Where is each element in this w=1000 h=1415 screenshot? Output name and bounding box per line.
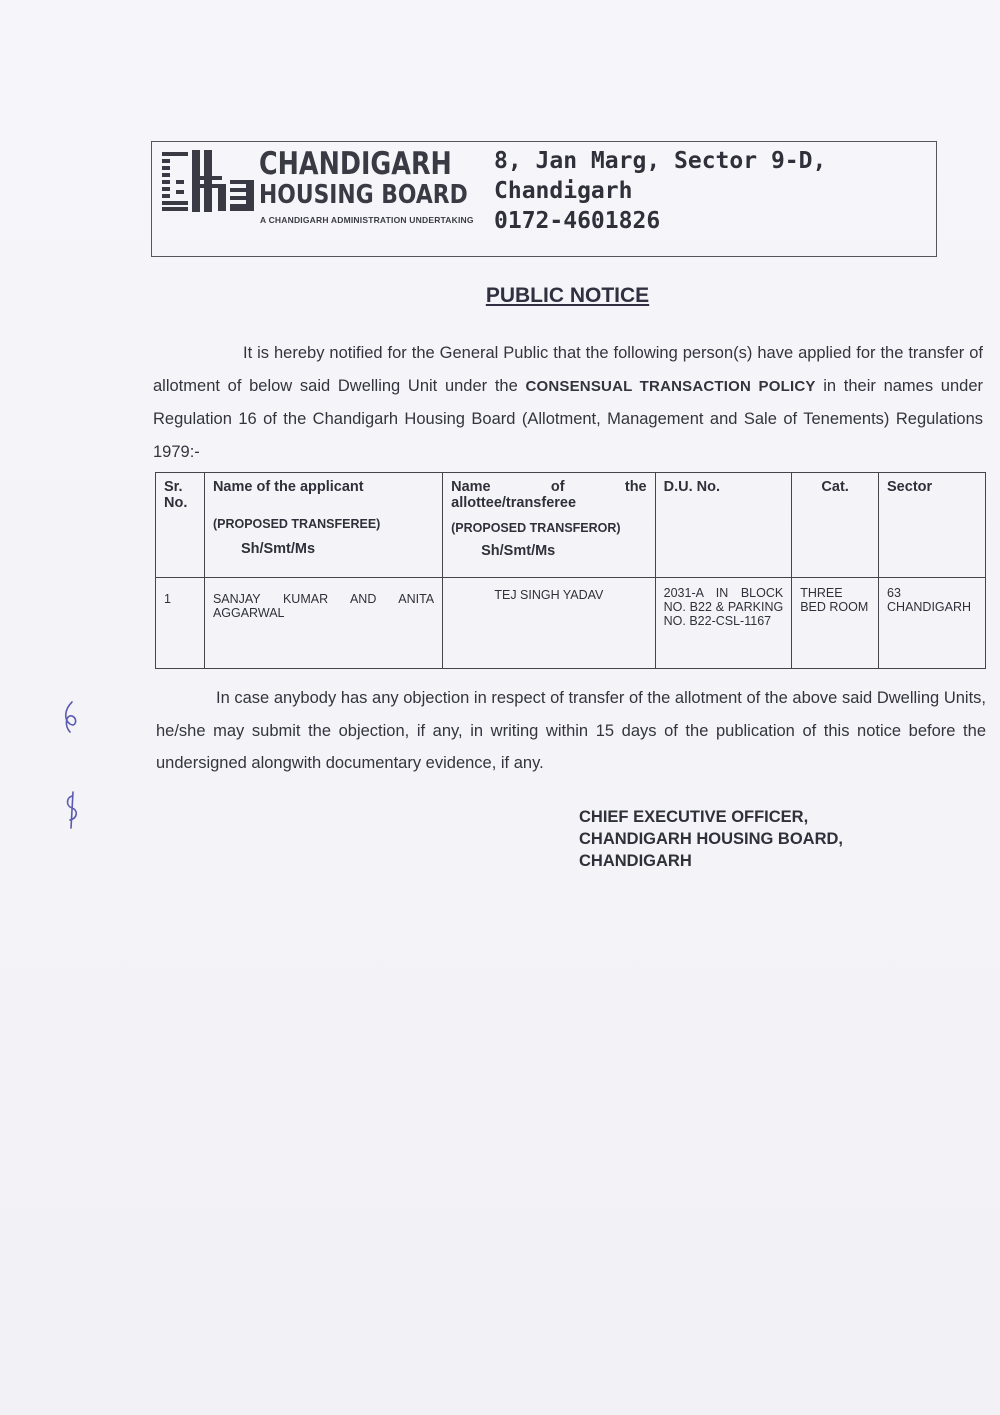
intro-text-after: in their names under Regulation 16 of the Chandigarh Housing Board (Allotment, Management and Sale of Tenements) Regulations 1979:- — [153, 376, 983, 461]
org-name-line1: CHANDIGARH — [259, 146, 452, 182]
notice-title: PUBLIC NOTICE — [485, 284, 650, 307]
header-applicant-sub: (PROPOSED TRANSFEREE) — [212, 517, 381, 531]
header-du-no: D.U. No. — [655, 473, 792, 578]
header-sector: Sector — [879, 473, 986, 578]
header-allottee-sub: (PROPOSED TRANSFEROR) — [451, 521, 621, 535]
table-row — [156, 578, 986, 669]
letterhead — [151, 141, 937, 257]
address-line1: 8, Jan Marg, Sector 9-D, — [494, 148, 827, 174]
signature-line2: CHANDIGARH HOUSING BOARD, — [579, 830, 843, 848]
signature-line1: CHIEF EXECUTIVE OFFICER, — [579, 808, 809, 826]
header-allottee-label: Name of the allottee/transferee — [451, 479, 647, 511]
handwritten-marks — [58, 700, 88, 840]
cell-category: THREE BED ROOM — [792, 578, 879, 669]
cell-sector: 63 CHANDIGARH — [879, 578, 986, 669]
org-name-line2: HOUSING BOARD — [259, 180, 468, 210]
org-name — [259, 146, 507, 210]
header-applicant — [204, 473, 442, 578]
objection-paragraph — [156, 682, 986, 780]
org-tagline: A CHANDIGARH ADMINISTRATION UNDERTAKING — [260, 215, 474, 225]
cell-sr-no: 1 — [156, 578, 205, 669]
signature-line3: CHANDIGARH — [579, 852, 692, 870]
cell-du-no: 2031-A IN BLOCK NO. B22 & PARKING NO. B22-CSL-1167 — [655, 578, 792, 669]
header-sr-no: Sr. No. — [156, 473, 205, 578]
chb-logo-icon — [162, 150, 254, 212]
header-applicant-honorific: Sh/Smt/Ms — [240, 541, 316, 557]
cell-allottee: TEJ SINGH YADAV — [443, 578, 656, 669]
header-category: Cat. — [792, 473, 879, 578]
header-applicant-label: Name of the applicant — [212, 479, 364, 495]
intro-paragraph — [153, 337, 983, 468]
cell-applicant: SANJAY KUMAR AND ANITA AGGARWAL — [204, 578, 442, 669]
signature-block — [579, 806, 843, 872]
phone-number: 0172-4601826 — [494, 208, 661, 234]
address-block — [494, 146, 826, 236]
objection-text: In case anybody has any objection in respect of transfer of the allotment of the above said Dwelling Units, he/she may submit the objection, if any, in writing within 15 days of the publication of this notice before the undersigned alongwith documentary evidence, if any. — [156, 689, 986, 772]
address-line2: Chandigarh — [494, 178, 633, 204]
table-header-row — [156, 473, 986, 578]
policy-name: CONSENSUAL TRANSACTION POLICY — [525, 377, 816, 395]
header-allottee — [443, 473, 656, 578]
intro-text-before: It is hereby notified for the General Public that the following person(s) have applied for the transfer of allotment of below said Dwelling Unit under the — [153, 344, 983, 395]
applicants-table — [155, 472, 986, 669]
header-allottee-honorific: Sh/Smt/Ms — [481, 543, 556, 559]
